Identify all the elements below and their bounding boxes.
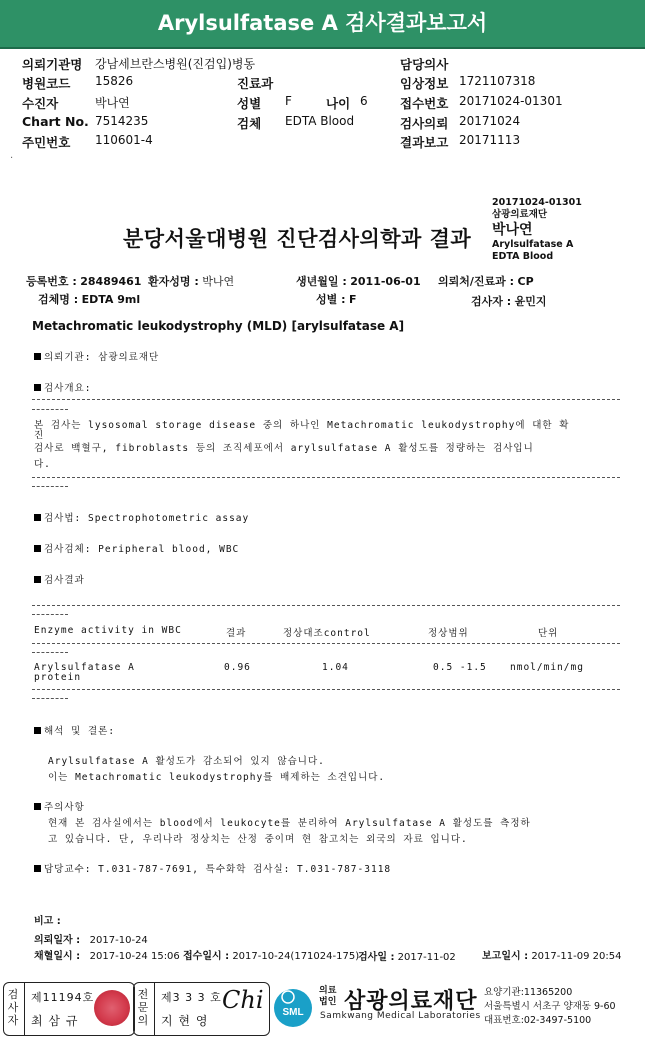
section-result-heading: 검사결과 — [34, 572, 85, 586]
table-header-enzyme: Enzyme activity in WBC — [34, 625, 182, 636]
logo-text: SML — [282, 1007, 304, 1018]
meta-sex: 성별 : F — [316, 293, 357, 306]
meta-tester: 검사자 : 윤민지 — [471, 295, 547, 308]
divider — [24, 982, 25, 1036]
org-phone: 대표번호:02-3497-5100 — [484, 1015, 592, 1026]
section-method: 검사법: Spectrophotometric assay — [34, 510, 249, 524]
interp-line-2: 이는 Metachromatic leukodystrophy를 배제하는 소견입니다. — [48, 772, 386, 783]
value-institution: 강남세브란스병원(진검입)병동 — [95, 57, 256, 71]
footer-receipt: 접수일시 : 2017-10-24(171024-175) — [183, 951, 360, 962]
label-patient: 수진자 — [22, 96, 59, 111]
table-cell-enzyme-sub: protein — [34, 672, 82, 683]
label-resident-no: 주민번호 — [22, 135, 71, 150]
value-request-date: 20171024 — [459, 114, 521, 128]
meta-dob: 생년월일 : 2011-06-01 — [296, 275, 421, 288]
meta-patient: 환자성명 : 박나연 — [148, 275, 235, 288]
table-header-result: 결과 — [226, 628, 247, 639]
value-specimen: EDTA Blood — [285, 114, 355, 128]
label-specimen: 검체 — [237, 116, 262, 131]
overview-text-1b: 진 — [34, 430, 45, 441]
meta-dept: 의뢰처/진료과 : CP — [438, 275, 534, 288]
org-address: 서울특별시 서초구 양재동 9-60 — [484, 1001, 616, 1012]
sml-logo-icon — [271, 984, 315, 1028]
scanned-report — [8, 175, 638, 975]
id-test: Arylsulfatase A — [492, 239, 574, 250]
divider — [32, 399, 620, 400]
value-receipt-no: 20171024-01301 — [459, 94, 563, 108]
overview-text-3: 다. — [34, 459, 51, 470]
section-overview-heading: 검사개요: — [34, 380, 91, 394]
value-age: 6 — [360, 94, 368, 108]
signature: Chi — [222, 986, 264, 1014]
table-cell-enzyme: Arylsulfatase A — [34, 662, 135, 673]
label-department: 진료과 — [237, 76, 274, 91]
overview-text-1: 본 검사는 lysosomal storage disease 중의 하나인 Metachromatic leukodystrophy에 대한 확 — [34, 420, 570, 431]
label-institution: 의뢰기관명 — [22, 57, 83, 72]
spacer — [0, 153, 645, 175]
footer-collect: 채혈일시 : 2017-10-24 15:06 — [34, 951, 180, 962]
org-name: 삼광의료재단 — [344, 989, 478, 1014]
divider — [32, 486, 68, 487]
section-contact: 담당교수: T.031-787-7691, 특수화학 검사실: T.031-787-3118 — [34, 861, 391, 875]
divider — [154, 982, 155, 1036]
table-cell-unit: nmol/min/mg — [510, 662, 584, 673]
table-cell-result: 0.96 — [224, 662, 251, 673]
interp-line-1: Arylsulfatase A 활성도가 감소되어 있지 않습니다. — [48, 756, 325, 767]
meta-reg: 등록번호 : 28489461 — [26, 275, 142, 288]
patient-header — [0, 49, 645, 153]
label-age: 나이 — [326, 96, 351, 111]
footer-report: 보고일시 : 2017-11-09 20:54 — [482, 951, 622, 962]
meta-specimen: 검체명 : EDTA 9ml — [38, 293, 141, 306]
label-receipt-no: 접수번호 — [400, 96, 449, 111]
value-hospital-code: 15826 — [95, 74, 134, 88]
label-clinical-info: 임상정보 — [400, 76, 449, 91]
org-info — [484, 986, 616, 1028]
footer-request-date: 의뢰일자 : 2017-10-24 — [34, 935, 148, 946]
id-specimen: EDTA Blood — [492, 251, 554, 262]
report-id-block — [492, 197, 582, 263]
id-name: 박나연 — [492, 222, 533, 238]
divider — [32, 698, 68, 699]
overview-text-2: 검사로 백혈구, fibroblasts 등의 조직세포에서 arylsulfatase A 활성도를 정량하는 검사입니 — [34, 443, 534, 454]
tester-name: 최 삼 규 — [31, 1014, 79, 1028]
org-code: 요양기관:11365200 — [484, 987, 573, 998]
small-mark: · — [10, 153, 14, 164]
table-header-control: 정상대조control — [283, 628, 371, 639]
table-header-unit: 단위 — [538, 628, 559, 639]
footer-test-date: 검사일 : 2017-11-02 — [358, 952, 456, 963]
test-title: Metachromatic leukodystrophy (MLD) [arylsulfatase A] — [32, 319, 405, 333]
role-tester: 검사자 — [7, 988, 19, 1027]
divider — [32, 477, 620, 478]
divider — [32, 643, 620, 644]
label-sex: 성별 — [237, 96, 262, 111]
divider — [32, 652, 68, 653]
value-chart-no: 7514235 — [95, 114, 149, 128]
divider — [32, 614, 68, 615]
role-specialist: 전문의 — [137, 988, 149, 1027]
divider — [32, 605, 620, 606]
section-interp-heading: 해석 및 결론: — [34, 723, 115, 737]
section-notes-heading: 주의사항 — [34, 799, 85, 813]
org-subtitle: Samkwang Medical Laboratories — [320, 1011, 481, 1021]
org-prefix: 의료 법인 — [319, 986, 337, 1007]
id-accession: 20171024-01301 — [492, 197, 582, 208]
divider — [32, 409, 68, 410]
notes-line-2: 고 있습니다. 단, 우리나라 정상치는 산정 중이며 현 참고치는 외국의 자료 입니다. — [48, 834, 468, 845]
id-lab: 삼광의료재단 — [492, 209, 548, 220]
seal-icon — [94, 990, 130, 1026]
report-banner — [0, 0, 645, 49]
banner-title: Arylsulfatase A 검사결과보고서 — [157, 11, 488, 35]
tester-reg: 제11194호 — [31, 991, 95, 1004]
value-resident-no: 110601-4 — [95, 133, 153, 147]
label-hospital-code: 병원코드 — [22, 76, 71, 91]
table-header-range: 정상범위 — [428, 628, 469, 639]
table-cell-control: 1.04 — [322, 662, 349, 673]
value-sex: F — [285, 94, 292, 108]
value-report-date: 20171113 — [459, 133, 521, 147]
value-clinical-info: 1721107318 — [459, 74, 536, 88]
report-title: 분당서울대병원 진단검사의학과 결과 — [123, 227, 472, 251]
table-cell-range: 0.5 -1.5 — [433, 662, 487, 673]
divider — [32, 689, 620, 690]
label-physician: 담당의사 — [400, 57, 449, 72]
section-requester: 의뢰기관: 삼광의료재단 — [34, 349, 159, 363]
section-specimen: 검사검체: Peripheral blood, WBC — [34, 541, 239, 555]
value-patient: 박나연 — [95, 96, 130, 110]
label-report-date: 결과보고 — [400, 135, 449, 150]
notes-line-1: 현재 본 검사실에서는 blood에서 leukocyte를 분리하여 Arylsulfatase A 활성도를 측정하 — [48, 818, 531, 829]
label-request-date: 검사의뢰 — [400, 116, 449, 131]
label-chart-no: Chart No. — [22, 114, 89, 129]
remark-label: 비고 : — [34, 916, 61, 927]
specialist-name: 지 현 영 — [161, 1014, 209, 1028]
specialist-reg: 제3 3 3 호 — [161, 991, 222, 1004]
